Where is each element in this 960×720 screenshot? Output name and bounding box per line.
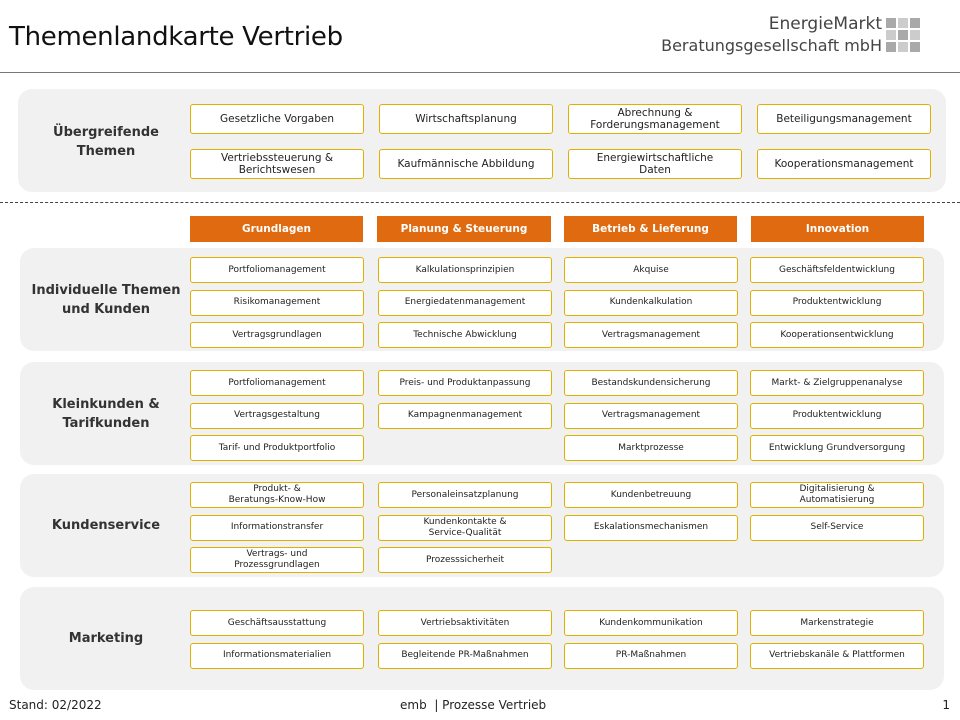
section-divider: [0, 202, 960, 203]
column-header-betrieb: Betrieb & Lieferung: [564, 216, 737, 242]
topic-box: Risikomanagement: [190, 290, 364, 316]
topic-box: Energiewirtschaftliche Daten: [568, 149, 742, 179]
topic-box: Abrechnung & Forderungsmanagement: [568, 104, 742, 134]
column-header-planung: Planung & Steuerung: [377, 216, 551, 242]
topic-box: Vertragsmanagement: [564, 403, 738, 429]
topic-box: Tarif- und Produktportfolio: [190, 435, 364, 461]
topic-box: Portfoliomanagement: [190, 257, 364, 283]
row-label-text: Marketing: [68, 631, 144, 646]
logo-line-2: Beratungsgesellschaft mbH: [661, 36, 882, 55]
topic-box: Vertriebssteuerung & Berichtswesen: [190, 149, 364, 179]
footer-date: Stand: 02/2022: [9, 698, 102, 712]
topic-box: Markenstrategie: [750, 610, 924, 636]
topic-box: Geschäftsfeldentwicklung: [750, 257, 924, 283]
logo-grid-icon: [886, 18, 920, 52]
topic-box: Eskalationsmechanismen: [564, 515, 738, 541]
topic-box: Beteiligungsmanagement: [757, 104, 931, 134]
topic-box: Vertragsgestaltung: [190, 403, 364, 429]
company-logo: [661, 14, 940, 58]
topic-box: Prozesssicherheit: [378, 547, 552, 573]
topic-box: Technische Abwicklung: [378, 322, 552, 348]
topic-box: Gesetzliche Vorgaben: [190, 104, 364, 134]
topic-box: Bestandskundensicherung: [564, 370, 738, 396]
topic-box: Kaufmännische Abbildung: [379, 149, 553, 179]
header-divider: [0, 72, 960, 73]
topic-box: Kampagnenmanagement: [378, 403, 552, 429]
topic-box: Produktentwicklung: [750, 403, 924, 429]
topic-box: Kundenkontakte & Service-Qualität: [378, 515, 552, 541]
topic-box: Kundenbetreuung: [564, 482, 738, 508]
topic-box: Entwicklung Grundversorgung: [750, 435, 924, 461]
row-label-kleinkunden: [30, 362, 182, 465]
footer-center: emb | Prozesse Vertrieb: [400, 698, 547, 712]
topic-box: Preis- und Produktanpassung: [378, 370, 552, 396]
topic-box: Begleitende PR-Maßnahmen: [378, 643, 552, 669]
row-label-individuelle: [30, 248, 182, 351]
topic-box: Vertragsmanagement: [564, 322, 738, 348]
row-label-text: Individuelle Themen und Kunden: [31, 282, 181, 317]
topic-box: Marktprozesse: [564, 435, 738, 461]
row-label-marketing: [30, 587, 182, 690]
topic-box: Kundenkommunikation: [564, 610, 738, 636]
column-header-innovation: Innovation: [751, 216, 924, 242]
footer-page-number: 1: [942, 698, 950, 712]
topic-box: Markt- & Zielgruppenanalyse: [750, 370, 924, 396]
topic-box: Portfoliomanagement: [190, 370, 364, 396]
row-label-uebergreifend: [30, 104, 182, 180]
topic-box: Geschäftsausstattung: [190, 610, 364, 636]
page-title: Themenlandkarte Vertrieb: [9, 22, 343, 52]
topic-box: Kooperationsentwicklung: [750, 322, 924, 348]
topic-box: Wirtschaftsplanung: [379, 104, 553, 134]
topic-box: Kundenkalkulation: [564, 290, 738, 316]
logo-line-1: EnergieMarkt: [768, 14, 882, 34]
topic-box: Informationsmaterialien: [190, 643, 364, 669]
topic-box: Akquise: [564, 257, 738, 283]
topic-box: Vertragsgrundlagen: [190, 322, 364, 348]
topic-box: Vertriebskanäle & Plattformen: [750, 643, 924, 669]
row-label-kundenservice: [30, 474, 182, 577]
topic-box: PR-Maßnahmen: [564, 643, 738, 669]
topic-box: Digitalisierung & Automatisierung: [750, 482, 924, 508]
topic-box: Kooperationsmanagement: [757, 149, 931, 179]
topic-box: Energiedatenmanagement: [378, 290, 552, 316]
topic-box: Personaleinsatzplanung: [378, 482, 552, 508]
topic-box: Vertriebsaktivitäten: [378, 610, 552, 636]
topic-box: Produktentwicklung: [750, 290, 924, 316]
row-label-text: Kleinkunden & Tarifkunden: [52, 396, 160, 431]
column-header-grundlagen: Grundlagen: [190, 216, 363, 242]
topic-box: Self-Service: [750, 515, 924, 541]
topic-box: Informationstransfer: [190, 515, 364, 541]
topic-box: Produkt- & Beratungs-Know-How: [190, 482, 364, 508]
topic-box: Kalkulationsprinzipien: [378, 257, 552, 283]
row-label-text: Übergreifende Themen: [53, 125, 159, 159]
topic-box: Vertrags- und Prozessgrundlagen: [190, 547, 364, 573]
row-label-text: Kundenservice: [51, 518, 161, 533]
